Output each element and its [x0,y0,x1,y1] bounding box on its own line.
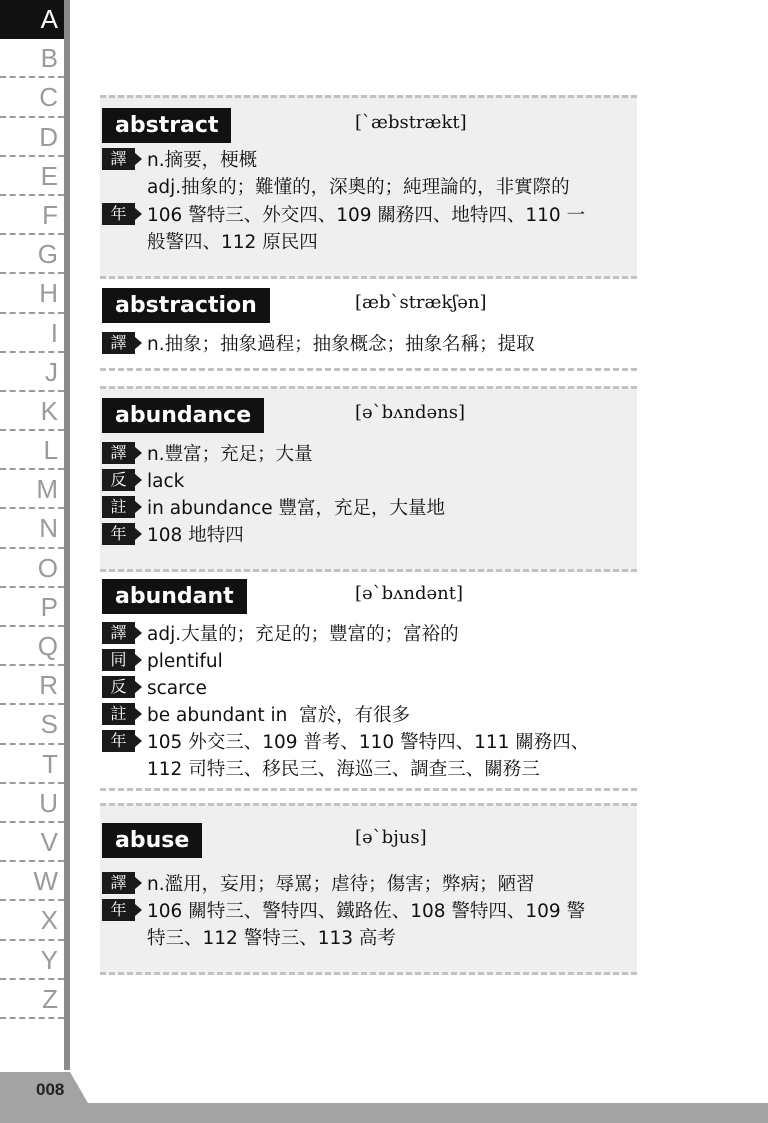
entry-abuse [100,803,637,975]
entry-abundant [100,573,637,791]
entry-row [102,468,184,495]
row-line: lack [147,471,185,492]
index-letter-g[interactable]: G [0,235,64,274]
label-tag: 年 [102,730,135,752]
pronunciation: [ˋæbstrækt] [355,112,467,133]
pronunciation: [əˋbjus] [355,827,427,848]
index-letter-u[interactable]: U [0,784,64,823]
footer-bar [0,1103,768,1123]
entry-row [102,621,459,648]
entry-row [102,441,313,468]
row-line: n.抽象；抽象過程；抽象概念；抽象名稱；提取 [147,334,535,355]
label-tag: 譯 [102,442,135,464]
pronunciation: [æbˋstrækʃən] [355,292,487,313]
label-tag: 註 [102,703,135,725]
headword: abstraction [102,288,270,323]
index-letter-y[interactable]: Y [0,941,64,980]
pronunciation: [əˋbʌndənt] [355,583,463,604]
row-line: 106 警特三、外交四、109 關務四、地特四、110 一 [147,205,586,226]
entry-row [102,331,535,358]
index-letter-d[interactable]: D [0,118,64,157]
entry-row [102,202,585,256]
index-letter-e[interactable]: E [0,157,64,196]
index-letter-z[interactable]: Z [0,980,64,1019]
index-letter-s[interactable]: S [0,705,64,744]
index-letter-m[interactable]: M [0,470,64,509]
index-letter-n[interactable]: N [0,509,64,548]
index-letter-q[interactable]: Q [0,627,64,666]
label-tag: 註 [102,496,135,518]
entry-row [102,729,589,783]
index-letter-o[interactable]: O [0,549,64,588]
entry-row [102,871,535,898]
entry-row [102,702,410,729]
headword: abundant [102,579,247,614]
label-tag: 同 [102,649,135,671]
row-line: scarce [147,678,207,699]
label-tag: 年 [102,899,135,921]
row-line: n.摘要，梗概 [147,150,258,171]
row-line: n.濫用，妄用；辱罵；虐待；傷害；弊病；陋習 [147,874,535,895]
row-line: be abundant in 富於，有很多 [147,705,411,726]
index-letter-j[interactable]: J [0,353,64,392]
row-line: adj.抽象的；難懂的，深奧的；純理論的，非實際的 [147,177,570,198]
page-number: 008 [36,1080,65,1099]
label-tag: 譯 [102,622,135,644]
index-letter-p[interactable]: P [0,588,64,627]
entry-row [102,147,570,201]
headword: abundance [102,398,264,433]
row-line: 105 外交三、109 普考、110 警特四、111 關務四、 [147,732,590,753]
row-line: plentiful [147,651,223,672]
label-tag: 年 [102,203,135,225]
side-bar [64,0,70,1070]
entry-row [102,522,244,549]
entry-abstraction [100,283,637,371]
row-line: adj.大量的；充足的；豐富的；富裕的 [147,624,459,645]
label-tag: 譯 [102,872,135,894]
row-line: in abundance 豐富，充足，大量地 [147,498,446,519]
entry-row [102,675,207,702]
index-letter-t[interactable]: T [0,745,64,784]
index-letter-c[interactable]: C [0,78,64,117]
index-letter-r[interactable]: R [0,666,64,705]
entry-abundance [100,386,637,572]
label-tag: 年 [102,523,135,545]
row-line: 特三、112 警特三、113 高考 [147,928,396,949]
headword: abstract [102,108,231,143]
index-letter-v[interactable]: V [0,823,64,862]
row-line: 般警四、112 原民四 [147,232,318,253]
entry-row [102,898,585,952]
entry-abstract [100,95,637,279]
entry-row [102,495,445,522]
label-tag: 反 [102,469,135,491]
index-letter-a[interactable]: A [0,0,64,39]
index-letter-l[interactable]: L [0,431,64,470]
entry-row [102,648,223,675]
row-line: n.豐富；充足；大量 [147,444,313,465]
label-tag: 反 [102,676,135,698]
index-letter-k[interactable]: K [0,392,64,431]
label-tag: 譯 [102,148,135,170]
index-letter-h[interactable]: H [0,274,64,313]
row-line: 112 司特三、移民三、海巡三、調查三、關務三 [147,759,540,780]
pronunciation: [əˋbʌndəns] [355,402,465,423]
index-letter-b[interactable]: B [0,39,64,78]
row-line: 106 關特三、警特四、鐵路佐、108 警特四、109 警 [147,901,586,922]
label-tag: 譯 [102,332,135,354]
index-letter-w[interactable]: W [0,862,64,901]
headword: abuse [102,823,202,858]
alphabet-index [0,0,64,1019]
index-letter-x[interactable]: X [0,901,64,940]
row-line: 108 地特四 [147,525,244,546]
index-letter-i[interactable]: I [0,314,64,353]
index-letter-f[interactable]: F [0,196,64,235]
